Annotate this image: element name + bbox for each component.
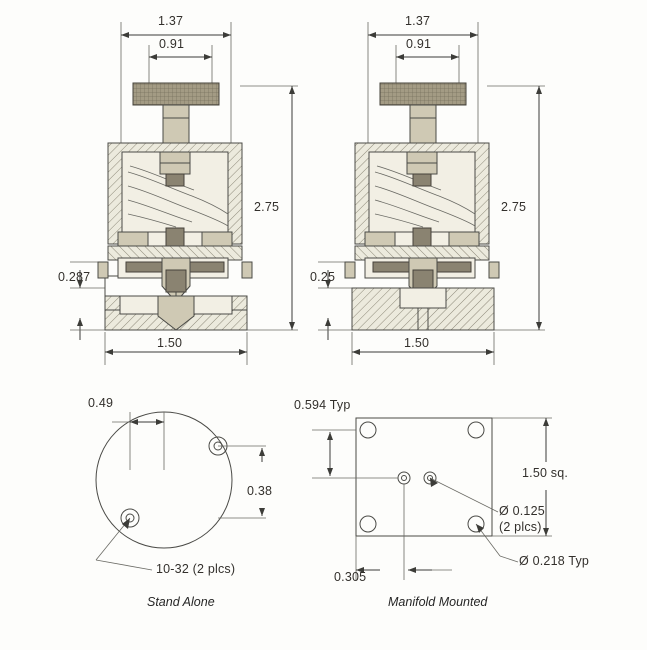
dim-label-0305: 0.305 [334, 570, 367, 584]
note-dia-0218: Ø 0.218 Typ [519, 554, 590, 568]
dim-label-right-025: 0.25 [310, 270, 336, 284]
note-dia-0125-qty: (2 plcs) [499, 520, 542, 534]
dim-label-038: 0.38 [247, 484, 273, 498]
dim-label-left-275: 2.75 [254, 200, 280, 214]
manifold-mounted-section-graphic [318, 22, 545, 365]
dim-label-left-150: 1.50 [157, 336, 183, 350]
dim-label-right-275: 2.75 [501, 200, 527, 214]
dim-label-0594: 0.594 Typ [294, 398, 351, 412]
dim-label-left-091: 0.91 [159, 37, 185, 51]
note-10-32: 10-32 (2 plcs) [156, 562, 236, 576]
dim-label-150sq: 1.50 sq. [522, 466, 569, 480]
stand-alone-bottom-graphic [96, 412, 266, 570]
dim-label-left-137: 1.37 [158, 14, 184, 28]
caption-stand-alone: Stand Alone [147, 595, 215, 609]
dim-label-right-150: 1.50 [404, 336, 430, 350]
dim-label-left-0287: 0.287 [58, 270, 91, 284]
manifold-mounted-bottom-graphic [312, 418, 552, 580]
dim-label-right-137: 1.37 [405, 14, 431, 28]
stand-alone-section-graphic [70, 22, 298, 365]
dim-label-right-091: 0.91 [406, 37, 432, 51]
note-dia-0125: Ø 0.125 [499, 504, 545, 518]
caption-manifold-mounted: Manifold Mounted [388, 595, 488, 609]
dim-label-049: 0.49 [88, 396, 114, 410]
